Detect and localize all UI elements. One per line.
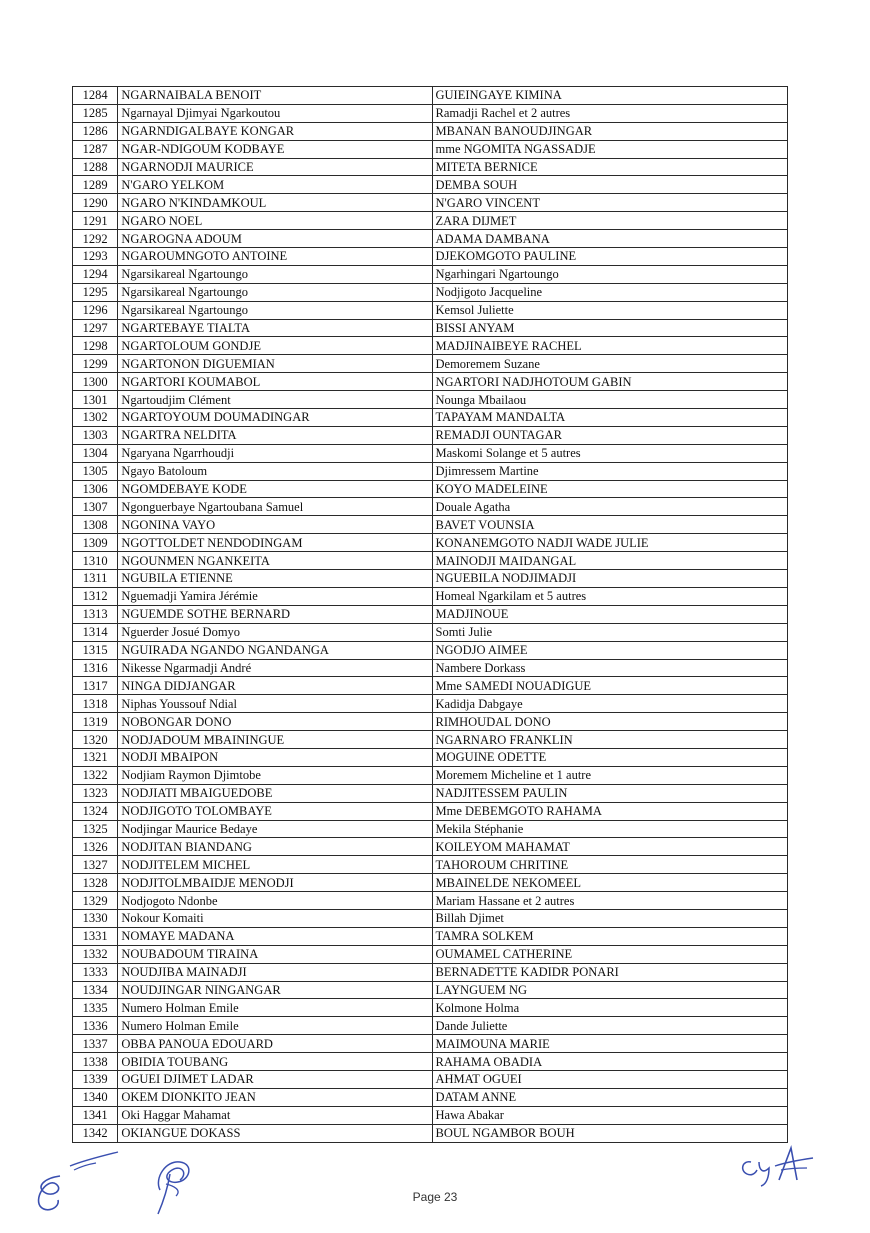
beneficiary-cell: Nodjigoto Jacqueline [432, 283, 788, 301]
table-row [73, 248, 788, 266]
name-cell: NGOTTOLDET NENDODINGAM [118, 534, 432, 552]
row-number: 1297 [73, 319, 118, 337]
name-cell: Ngarnayal Djimyai Ngarkoutou [118, 104, 432, 122]
row-number: 1291 [73, 212, 118, 230]
row-number: 1286 [73, 122, 118, 140]
beneficiary-cell: RIMHOUDAL DONO [432, 713, 788, 731]
name-cell: NGARTONON DIGUEMIAN [118, 355, 432, 373]
row-number: 1331 [73, 927, 118, 945]
row-number: 1288 [73, 158, 118, 176]
beneficiary-cell: DATAM ANNE [432, 1088, 788, 1106]
table-row [73, 909, 788, 927]
row-number: 1332 [73, 945, 118, 963]
beneficiary-cell: Mariam Hassane et 2 autres [432, 892, 788, 910]
beneficiary-cell: Billah Djimet [432, 909, 788, 927]
row-number: 1339 [73, 1070, 118, 1088]
beneficiary-cell: BAVET VOUNSIA [432, 516, 788, 534]
row-number: 1334 [73, 981, 118, 999]
name-cell: NGONINA VAYO [118, 516, 432, 534]
name-cell: NGAR-NDIGOUM KODBAYE [118, 140, 432, 158]
table-row [73, 1124, 788, 1142]
table-body [73, 87, 788, 1143]
table-row [73, 677, 788, 695]
table-row [73, 391, 788, 409]
table-row [73, 230, 788, 248]
row-number: 1342 [73, 1124, 118, 1142]
name-cell: NINGA DIDJANGAR [118, 677, 432, 695]
name-cell: NGUBILA ETIENNE [118, 570, 432, 588]
name-cell: Nguerder Josué Domyo [118, 623, 432, 641]
table-row [73, 641, 788, 659]
beneficiary-cell: TAPAYAM MANDALTA [432, 409, 788, 427]
name-cell: NOUBADOUM TIRAINA [118, 945, 432, 963]
table-row [73, 498, 788, 516]
table-row [73, 1035, 788, 1053]
table-row [73, 713, 788, 731]
name-cell: OKIANGUE DOKASS [118, 1124, 432, 1142]
table-row [73, 623, 788, 641]
row-number: 1300 [73, 373, 118, 391]
name-cell: Nikesse Ngarmadji André [118, 659, 432, 677]
name-cell: Ngarsikareal Ngartoungo [118, 301, 432, 319]
row-number: 1330 [73, 909, 118, 927]
row-number: 1327 [73, 856, 118, 874]
beneficiary-cell: ADAMA DAMBANA [432, 230, 788, 248]
beneficiary-cell: LAYNGUEM NG [432, 981, 788, 999]
beneficiary-cell: MADJINOUE [432, 605, 788, 623]
name-cell: OKEM DIONKITO JEAN [118, 1088, 432, 1106]
row-number: 1284 [73, 87, 118, 105]
name-cell: NGUIRADA NGANDO NGANDANGA [118, 641, 432, 659]
name-cell: NGARNODJI MAURICE [118, 158, 432, 176]
beneficiary-cell: MBANAN BANOUDJINGAR [432, 122, 788, 140]
table-row [73, 1017, 788, 1035]
beneficiary-cell: Maskomi Solange et 5 autres [432, 444, 788, 462]
table-row [73, 1070, 788, 1088]
initials-icon [735, 1140, 825, 1190]
table-row [73, 731, 788, 749]
table-row [73, 212, 788, 230]
row-number: 1285 [73, 104, 118, 122]
beneficiary-cell: Kadidja Dabgaye [432, 695, 788, 713]
table-row [73, 659, 788, 677]
beneficiary-cell: RAHAMA OBADIA [432, 1053, 788, 1071]
name-cell: OBIDIA TOUBANG [118, 1053, 432, 1071]
row-number: 1287 [73, 140, 118, 158]
table-row [73, 892, 788, 910]
beneficiary-cell: Mekila Stéphanie [432, 820, 788, 838]
row-number: 1309 [73, 534, 118, 552]
beneficiary-cell: TAHOROUM CHRITINE [432, 856, 788, 874]
name-cell: NGARTEBAYE TIALTA [118, 319, 432, 337]
row-number: 1298 [73, 337, 118, 355]
row-number: 1306 [73, 480, 118, 498]
name-cell: NODJITELEM MICHEL [118, 856, 432, 874]
row-number: 1312 [73, 587, 118, 605]
name-cell: NODJADOUM MBAININGUE [118, 731, 432, 749]
beneficiary-cell: NGARTORI NADJHOTOUM GABIN [432, 373, 788, 391]
beneficiary-cell: OUMAMEL CATHERINE [432, 945, 788, 963]
row-number: 1333 [73, 963, 118, 981]
name-cell: NGAROUMNGOTO ANTOINE [118, 248, 432, 266]
row-number: 1313 [73, 605, 118, 623]
signature-2-icon [140, 1150, 210, 1220]
row-number: 1294 [73, 265, 118, 283]
table-row [73, 856, 788, 874]
row-number: 1318 [73, 695, 118, 713]
name-cell: Oki Haggar Mahamat [118, 1106, 432, 1124]
table-row [73, 1053, 788, 1071]
beneficiary-cell: Homeal Ngarkilam et 5 autres [432, 587, 788, 605]
row-number: 1314 [73, 623, 118, 641]
beneficiary-cell: MBAINELDE NEKOMEEL [432, 874, 788, 892]
name-cell: NGARTOLOUM GONDJE [118, 337, 432, 355]
table-row [73, 1106, 788, 1124]
beneficiary-cell: BISSI ANYAM [432, 319, 788, 337]
beneficiary-cell: NGODJO AIMEE [432, 641, 788, 659]
table-row [73, 748, 788, 766]
beneficiary-cell: N'GARO VINCENT [432, 194, 788, 212]
table-row [73, 283, 788, 301]
row-number: 1290 [73, 194, 118, 212]
table-row [73, 265, 788, 283]
row-number: 1325 [73, 820, 118, 838]
table-row [73, 480, 788, 498]
name-cell: Nokour Komaiti [118, 909, 432, 927]
beneficiary-cell: DJEKOMGOTO PAULINE [432, 248, 788, 266]
table-row [73, 373, 788, 391]
table-row [73, 963, 788, 981]
beneficiary-cell: Nounga Mbailaou [432, 391, 788, 409]
beneficiary-cell: BERNADETTE KADIDR PONARI [432, 963, 788, 981]
row-number: 1307 [73, 498, 118, 516]
name-cell: Ngarsikareal Ngartoungo [118, 283, 432, 301]
beneficiary-cell: Ngarhingari Ngartoungo [432, 265, 788, 283]
beneficiary-cell: MOGUINE ODETTE [432, 748, 788, 766]
beneficiary-cell: MAIMOUNA MARIE [432, 1035, 788, 1053]
table-row [73, 927, 788, 945]
row-number: 1335 [73, 999, 118, 1017]
table-row [73, 444, 788, 462]
row-number: 1328 [73, 874, 118, 892]
name-cell: Nodjogoto Ndonbe [118, 892, 432, 910]
beneficiary-cell: AHMAT OGUEI [432, 1070, 788, 1088]
table-row [73, 104, 788, 122]
row-number: 1336 [73, 1017, 118, 1035]
table-row [73, 158, 788, 176]
table-row [73, 176, 788, 194]
beneficiary-cell: KOILEYOM MAHAMAT [432, 838, 788, 856]
name-cell: NGARTOYOUM DOUMADINGAR [118, 409, 432, 427]
name-cell: NGARNAIBALA BENOIT [118, 87, 432, 105]
table-row [73, 355, 788, 373]
beneficiary-cell: KOYO MADELEINE [432, 480, 788, 498]
beneficiary-cell: NADJITESSEM PAULIN [432, 784, 788, 802]
name-cell: Ngartoudjim Clément [118, 391, 432, 409]
row-number: 1296 [73, 301, 118, 319]
beneficiary-cell: Demoremem Suzane [432, 355, 788, 373]
beneficiary-cell: NGUEBILA NODJIMADJI [432, 570, 788, 588]
row-number: 1322 [73, 766, 118, 784]
table-row [73, 462, 788, 480]
table-row [73, 301, 788, 319]
name-cell: NGARNDIGALBAYE KONGAR [118, 122, 432, 140]
beneficiary-cell: MADJINAIBEYE RACHEL [432, 337, 788, 355]
beneficiary-cell: Ramadji Rachel et 2 autres [432, 104, 788, 122]
row-number: 1329 [73, 892, 118, 910]
table-row [73, 874, 788, 892]
name-cell: NGARO N'KINDAMKOUL [118, 194, 432, 212]
name-cell: Ngaryana Ngarrhoudji [118, 444, 432, 462]
name-cell: Nodjiam Raymon Djimtobe [118, 766, 432, 784]
name-cell: Numero Holman Emile [118, 999, 432, 1017]
table-row [73, 802, 788, 820]
name-cell: NGOMDEBAYE KODE [118, 480, 432, 498]
table-row [73, 1088, 788, 1106]
row-number: 1295 [73, 283, 118, 301]
beneficiary-cell: TAMRA SOLKEM [432, 927, 788, 945]
row-number: 1302 [73, 409, 118, 427]
name-cell: NOUDJINGAR NINGANGAR [118, 981, 432, 999]
name-cell: NODJITAN BIANDANG [118, 838, 432, 856]
name-cell: NGAROGNA ADOUM [118, 230, 432, 248]
table-row [73, 409, 788, 427]
table-row [73, 426, 788, 444]
name-cell: NGARTORI KOUMABOL [118, 373, 432, 391]
name-cell: OGUEI DJIMET LADAR [118, 1070, 432, 1088]
name-cell: OBBA PANOUA EDOUARD [118, 1035, 432, 1053]
row-number: 1311 [73, 570, 118, 588]
beneficiary-table [72, 86, 788, 1143]
table-row [73, 194, 788, 212]
beneficiary-cell: Nambere Dorkass [432, 659, 788, 677]
beneficiary-cell: DEMBA SOUH [432, 176, 788, 194]
name-cell: Ngonguerbaye Ngartoubana Samuel [118, 498, 432, 516]
row-number: 1321 [73, 748, 118, 766]
row-number: 1308 [73, 516, 118, 534]
name-cell: NODJIATI MBAIGUEDOBE [118, 784, 432, 802]
beneficiary-cell: MAINODJI MAIDANGAL [432, 552, 788, 570]
name-cell: NGARO NOEL [118, 212, 432, 230]
beneficiary-cell: Djimressem Martine [432, 462, 788, 480]
name-cell: NGOUNMEN NGANKEITA [118, 552, 432, 570]
beneficiary-cell: Moremem Micheline et 1 autre [432, 766, 788, 784]
beneficiary-cell: ZARA DIJMET [432, 212, 788, 230]
beneficiary-cell: Dande Juliette [432, 1017, 788, 1035]
row-number: 1315 [73, 641, 118, 659]
row-number: 1320 [73, 731, 118, 749]
signature-1-icon [30, 1148, 130, 1218]
beneficiary-cell: BOUL NGAMBOR BOUH [432, 1124, 788, 1142]
beneficiary-cell: Mme SAMEDI NOUADIGUE [432, 677, 788, 695]
table-row [73, 534, 788, 552]
table-row [73, 587, 788, 605]
row-number: 1324 [73, 802, 118, 820]
table-row [73, 766, 788, 784]
name-cell: NODJI MBAIPON [118, 748, 432, 766]
row-number: 1316 [73, 659, 118, 677]
name-cell: NGARTRA NELDITA [118, 426, 432, 444]
name-cell: NODJIGOTO TOLOMBAYE [118, 802, 432, 820]
beneficiary-cell: MITETA BERNICE [432, 158, 788, 176]
row-number: 1338 [73, 1053, 118, 1071]
row-number: 1299 [73, 355, 118, 373]
row-number: 1292 [73, 230, 118, 248]
beneficiary-cell: Kolmone Holma [432, 999, 788, 1017]
table-row [73, 695, 788, 713]
row-number: 1303 [73, 426, 118, 444]
row-number: 1337 [73, 1035, 118, 1053]
beneficiary-cell: GUIEINGAYE KIMINA [432, 87, 788, 105]
row-number: 1304 [73, 444, 118, 462]
beneficiary-cell: Kemsol Juliette [432, 301, 788, 319]
row-number: 1340 [73, 1088, 118, 1106]
name-cell: NODJITOLMBAIDJE MENODJI [118, 874, 432, 892]
row-number: 1293 [73, 248, 118, 266]
table-row [73, 319, 788, 337]
table-row [73, 784, 788, 802]
name-cell: N'GARO YELKOM [118, 176, 432, 194]
beneficiary-cell: Douale Agatha [432, 498, 788, 516]
row-number: 1310 [73, 552, 118, 570]
beneficiary-cell: mme NGOMITA NGASSADJE [432, 140, 788, 158]
name-cell: NOUDJIBA MAINADJI [118, 963, 432, 981]
name-cell: Ngarsikareal Ngartoungo [118, 265, 432, 283]
table-row [73, 552, 788, 570]
table-row [73, 516, 788, 534]
name-cell: NGUEMDE SOTHE BERNARD [118, 605, 432, 623]
table-row [73, 945, 788, 963]
table-row [73, 140, 788, 158]
table-row [73, 999, 788, 1017]
row-number: 1289 [73, 176, 118, 194]
row-number: 1341 [73, 1106, 118, 1124]
table-row [73, 87, 788, 105]
name-cell: Nguemadji Yamira Jérémie [118, 587, 432, 605]
page-number: Page 23 [412, 1190, 458, 1204]
name-cell: NOMAYE MADANA [118, 927, 432, 945]
table-row [73, 838, 788, 856]
row-number: 1326 [73, 838, 118, 856]
table-row [73, 605, 788, 623]
table-row [73, 337, 788, 355]
row-number: 1317 [73, 677, 118, 695]
table-row [73, 570, 788, 588]
beneficiary-cell: Somti Julie [432, 623, 788, 641]
beneficiary-cell: REMADJI OUNTAGAR [432, 426, 788, 444]
row-number: 1301 [73, 391, 118, 409]
row-number: 1305 [73, 462, 118, 480]
table-row [73, 820, 788, 838]
table-row [73, 981, 788, 999]
beneficiary-cell: KONANEMGOTO NADJI WADE JULIE [432, 534, 788, 552]
name-cell: NOBONGAR DONO [118, 713, 432, 731]
row-number: 1323 [73, 784, 118, 802]
name-cell: Niphas Youssouf Ndial [118, 695, 432, 713]
table-row [73, 122, 788, 140]
row-number: 1319 [73, 713, 118, 731]
beneficiary-cell: Hawa Abakar [432, 1106, 788, 1124]
beneficiary-cell: NGARNARO FRANKLIN [432, 731, 788, 749]
beneficiary-cell: Mme DEBEMGOTO RAHAMA [432, 802, 788, 820]
name-cell: Ngayo Batoloum [118, 462, 432, 480]
name-cell: Numero Holman Emile [118, 1017, 432, 1035]
name-cell: Nodjingar Maurice Bedaye [118, 820, 432, 838]
